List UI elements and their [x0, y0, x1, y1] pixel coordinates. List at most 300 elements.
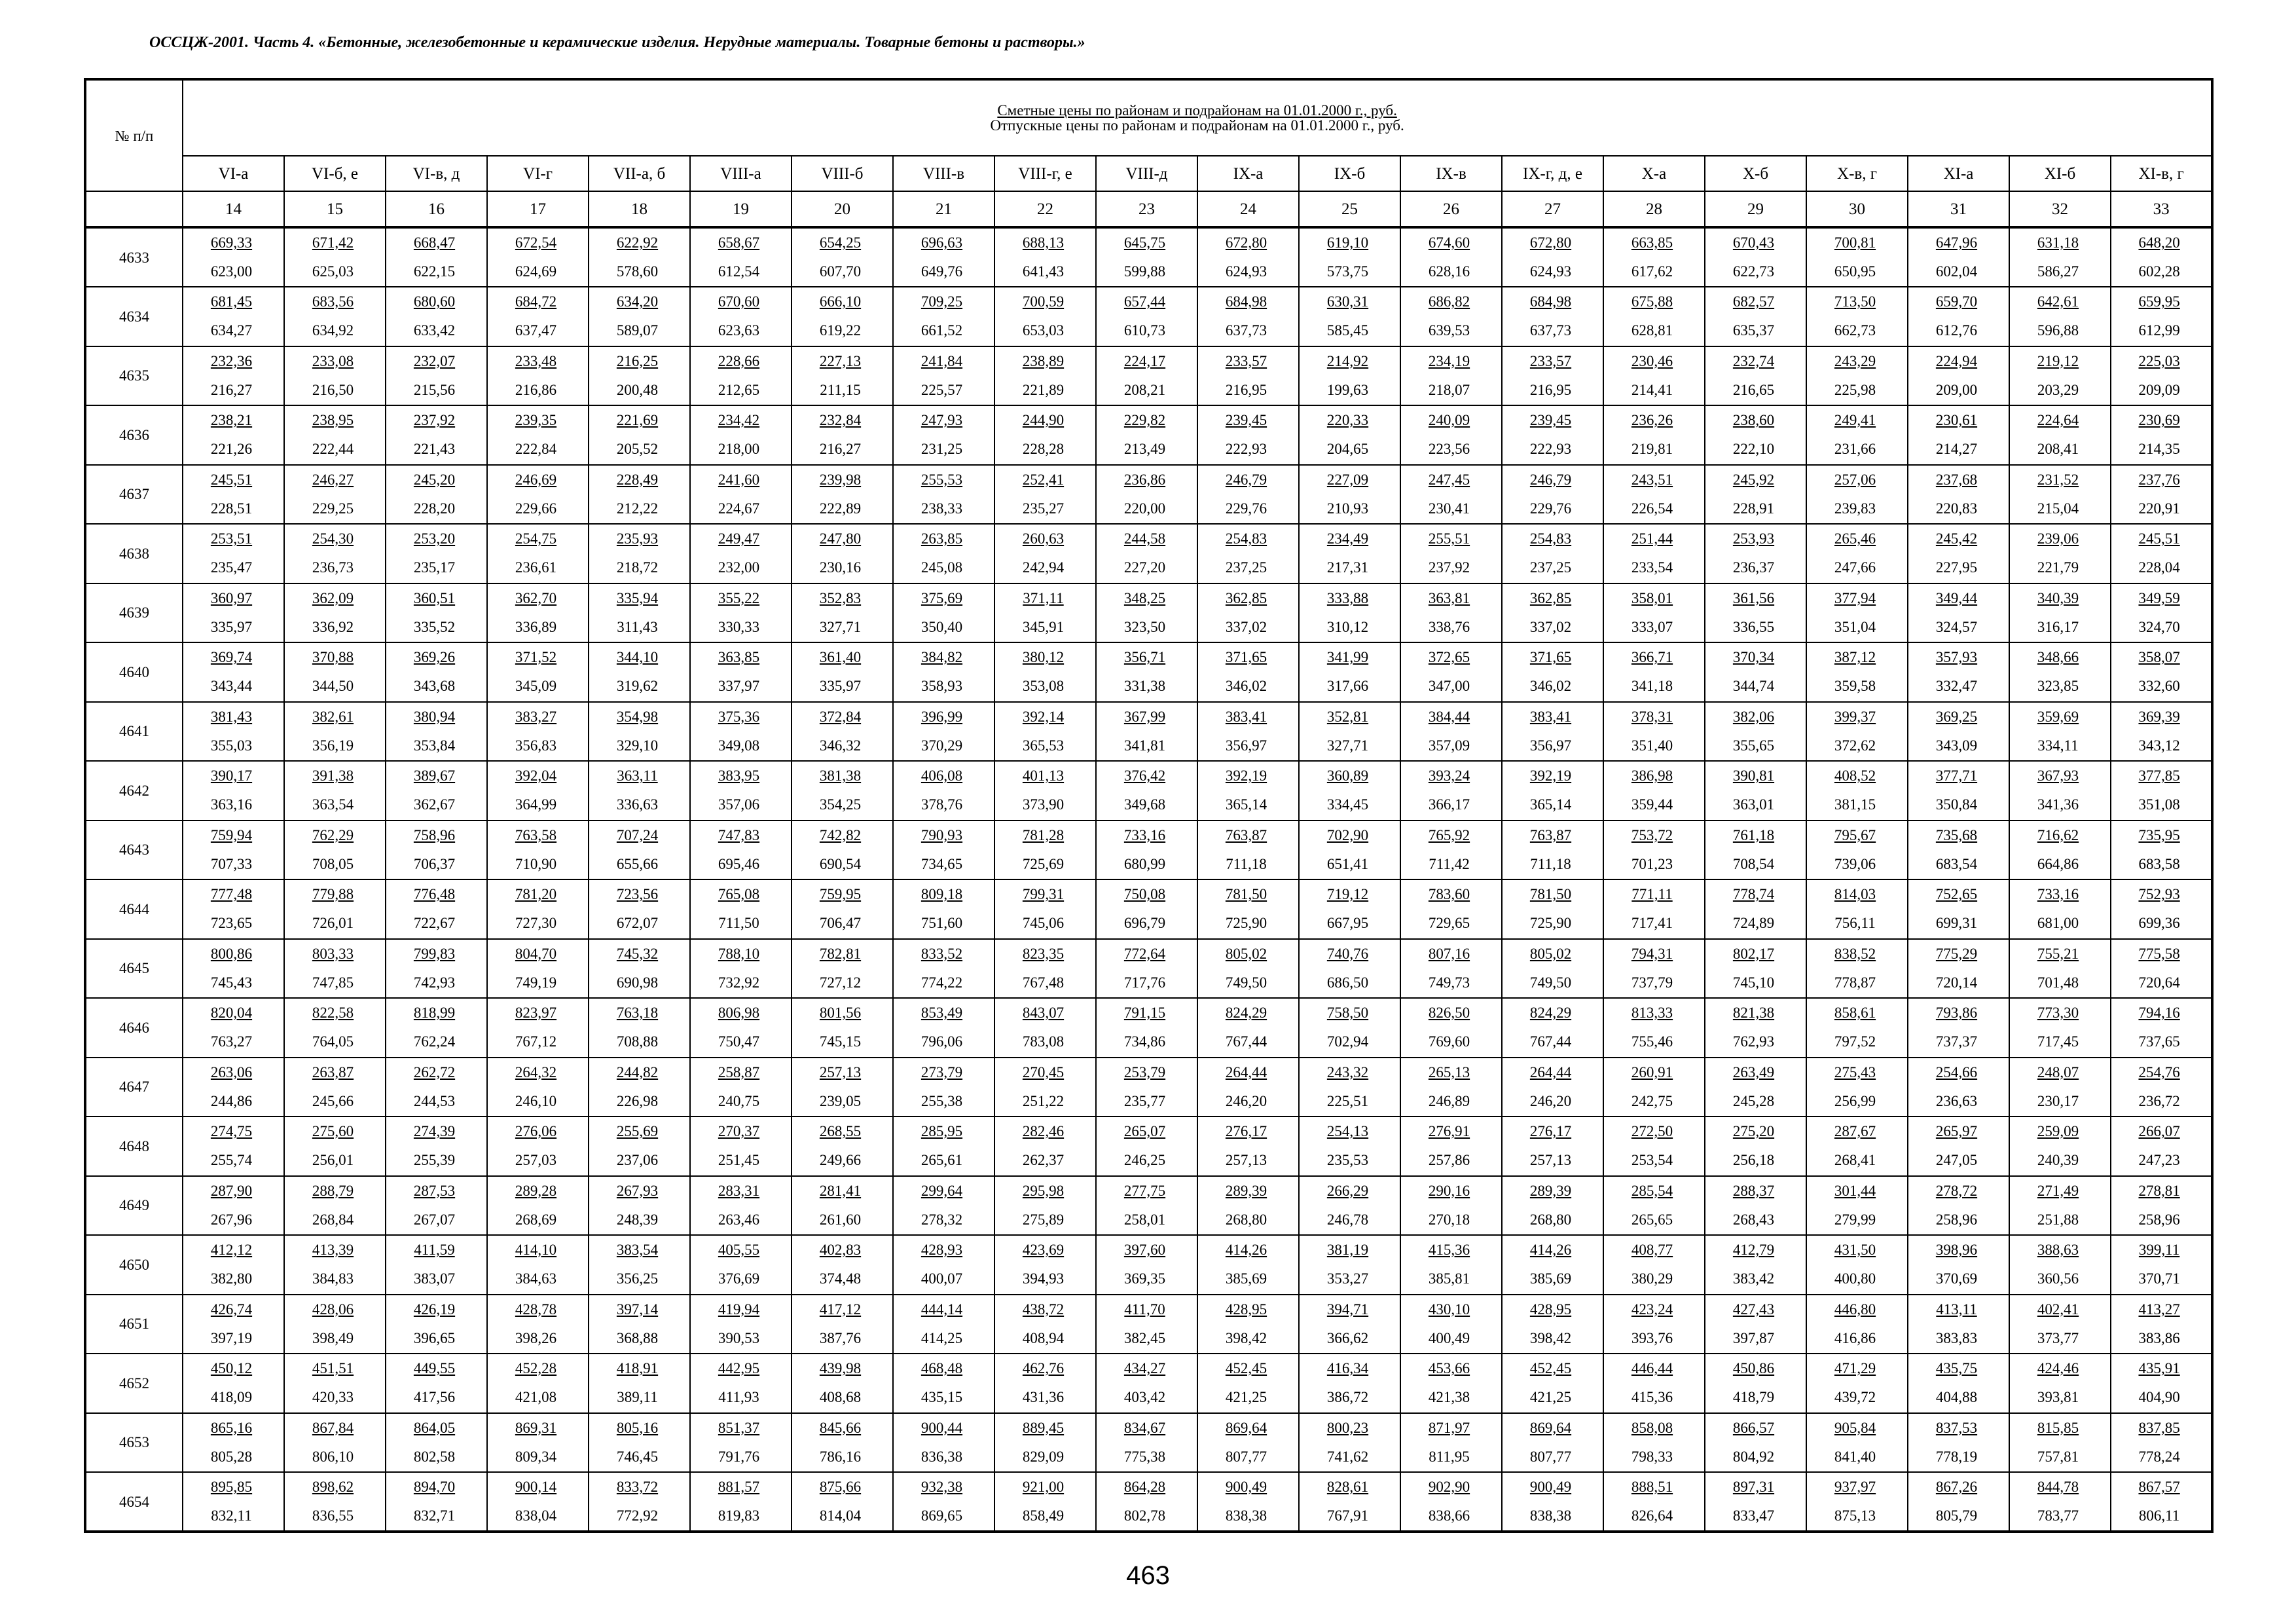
estimate-price: 417,12: [819, 1301, 862, 1318]
estimate-price: 864,05: [413, 1419, 456, 1436]
estimate-price: 648,20: [2138, 234, 2180, 251]
price-cell: [792, 1295, 893, 1354]
estimate-price: 435,91: [2138, 1360, 2180, 1377]
wholesale-price: 838,66: [1428, 1507, 1470, 1524]
price-cell: [487, 1413, 589, 1473]
price-cell: [284, 1354, 386, 1413]
wholesale-price: 268,41: [1834, 1152, 1876, 1169]
wholesale-price: 404,90: [2138, 1389, 2180, 1406]
price-cell: [1603, 702, 1705, 762]
price-cell: [1908, 761, 2009, 821]
column-number: 31: [1908, 191, 2009, 227]
estimate-price: 287,53: [413, 1182, 456, 1199]
wholesale-price: 378,76: [920, 796, 963, 813]
wholesale-price: 235,27: [1022, 500, 1065, 517]
estimate-price: 413,11: [1936, 1301, 1977, 1318]
price-cell: [2111, 405, 2212, 465]
estimate-price: 900,14: [515, 1479, 557, 1495]
price-cell: [1603, 465, 1705, 525]
wholesale-price: 329,10: [616, 737, 659, 754]
wholesale-price: 612,99: [2138, 322, 2180, 339]
price-cell: [1299, 287, 1400, 346]
wholesale-price: 764,05: [312, 1033, 354, 1050]
wholesale-price: 637,73: [1529, 322, 1572, 339]
wholesale-price: 341,81: [1123, 737, 1166, 754]
price-cell: [1502, 939, 1603, 999]
estimate-price: 276,17: [1529, 1123, 1572, 1140]
wholesale-price: 331,38: [1123, 678, 1166, 695]
wholesale-price: 711,50: [718, 915, 759, 932]
price-cell: [589, 465, 690, 525]
estimate-price: 244,82: [616, 1063, 659, 1080]
wholesale-price: 237,25: [1529, 559, 1572, 576]
price-cell: [792, 821, 893, 880]
estimate-price: 419,94: [718, 1301, 760, 1318]
prices-group-header: [183, 79, 2212, 156]
price-cell: [589, 939, 690, 999]
estimate-price: 867,57: [2138, 1479, 2180, 1495]
price-cell: [284, 642, 386, 702]
wholesale-price: 268,80: [1529, 1211, 1572, 1228]
wholesale-price: 246,20: [1225, 1092, 1267, 1109]
wholesale-price: 833,47: [1732, 1507, 1775, 1524]
estimate-price: 251,44: [1631, 530, 1673, 547]
estimate-price: 791,15: [1123, 1005, 1166, 1022]
estimate-price: 349,59: [2138, 589, 2180, 606]
price-cell: [1502, 998, 1603, 1058]
estimate-price: 253,79: [1123, 1063, 1166, 1080]
price-cell: [1705, 583, 1806, 643]
wholesale-price: 811,95: [1429, 1448, 1470, 1465]
estimate-price: 631,18: [2037, 234, 2079, 251]
price-cell: [1096, 1116, 1197, 1176]
estimate-price: 898,62: [312, 1479, 354, 1495]
estimate-price: 781,50: [1225, 886, 1267, 903]
estimate-price: 634,20: [616, 293, 659, 310]
wholesale-price: 228,28: [1022, 441, 1065, 458]
wholesale-price: 341,18: [1631, 678, 1673, 695]
price-cell: [1400, 821, 1502, 880]
wholesale-price: 734,86: [1123, 1033, 1166, 1050]
row-number: 4642: [85, 761, 183, 821]
wholesale-price: 345,09: [515, 678, 557, 695]
price-cell: [994, 287, 1096, 346]
price-cell: [1299, 642, 1400, 702]
price-cell: [2111, 1058, 2212, 1117]
wholesale-price: 268,69: [515, 1211, 557, 1228]
wholesale-price: 237,06: [616, 1152, 659, 1169]
wholesale-price: 720,14: [1935, 974, 1978, 991]
estimate-price: 686,82: [1428, 293, 1470, 310]
wholesale-price: 333,07: [1631, 618, 1673, 635]
estimate-price: 682,57: [1732, 293, 1775, 310]
wholesale-price: 783,77: [2037, 1507, 2079, 1524]
wholesale-price: 218,07: [1428, 381, 1470, 398]
price-cell: [1806, 1413, 1908, 1473]
wholesale-price: 366,62: [1326, 1329, 1369, 1346]
estimate-price: 369,26: [413, 649, 456, 666]
price-cell: [1603, 642, 1705, 702]
wholesale-price: 221,26: [210, 441, 253, 458]
estimate-price: 782,81: [819, 945, 862, 962]
wholesale-price: 690,54: [819, 855, 862, 872]
price-cell: [1096, 1058, 1197, 1117]
wholesale-price: 747,85: [312, 974, 354, 991]
price-cell: [994, 1058, 1096, 1117]
row-number: 4636: [85, 405, 183, 465]
price-cell: [487, 1295, 589, 1354]
wholesale-price: 324,57: [1935, 618, 1978, 635]
wholesale-price: 268,84: [312, 1211, 354, 1228]
price-cell: [792, 405, 893, 465]
wholesale-price: 639,53: [1428, 322, 1470, 339]
estimate-price: 257,06: [1834, 471, 1876, 488]
estimate-price: 275,20: [1732, 1123, 1775, 1140]
wholesale-price: 222,10: [1732, 441, 1775, 458]
price-cell: [893, 821, 994, 880]
estimate-price: 390,17: [210, 767, 253, 784]
region-header: VIII-б: [792, 156, 893, 191]
estimate-price: 341,99: [1326, 649, 1369, 666]
price-cell: [1299, 1295, 1400, 1354]
price-cell: [1502, 1235, 1603, 1295]
wholesale-price: 769,60: [1428, 1033, 1470, 1050]
wholesale-price: 359,44: [1631, 796, 1673, 813]
wholesale-price: 209,09: [2138, 381, 2180, 398]
wholesale-price: 393,76: [1631, 1329, 1673, 1346]
wholesale-price: 222,84: [515, 441, 557, 458]
estimate-price: 471,29: [1834, 1360, 1876, 1377]
estimate-price: 255,69: [616, 1123, 659, 1140]
estimate-price: 762,29: [312, 826, 354, 843]
estimate-price: 263,49: [1732, 1063, 1775, 1080]
price-cell: [284, 1235, 386, 1295]
wholesale-price: 655,66: [616, 855, 659, 872]
wholesale-price: 216,50: [312, 381, 354, 398]
row-number: 4647: [85, 1058, 183, 1117]
estimate-price: 864,28: [1123, 1479, 1166, 1495]
wholesale-price: 257,13: [1529, 1152, 1572, 1169]
price-cell: [792, 1413, 893, 1473]
price-cell: [183, 287, 284, 346]
estimate-price: 763,18: [616, 1005, 659, 1022]
estimate-price: 453,66: [1428, 1360, 1470, 1377]
estimate-price: 763,58: [515, 826, 557, 843]
price-cell: [386, 227, 487, 287]
estimate-price: 272,50: [1631, 1123, 1673, 1140]
price-cell: [893, 1058, 994, 1117]
estimate-price: 232,84: [819, 412, 862, 429]
price-cell: [1908, 939, 2009, 999]
estimate-price: 805,16: [616, 1419, 659, 1436]
price-cell: [792, 1058, 893, 1117]
price-cell: [792, 287, 893, 346]
price-cell: [487, 465, 589, 525]
wholesale-price: 335,52: [413, 618, 456, 635]
price-cell: [1299, 583, 1400, 643]
price-cell: [1705, 939, 1806, 999]
price-cell: [2111, 583, 2212, 643]
estimate-price: 658,67: [718, 234, 760, 251]
estimate-price: 358,01: [1631, 589, 1673, 606]
estimate-price: 360,51: [413, 589, 456, 606]
wholesale-price: 385,81: [1428, 1270, 1470, 1287]
price-cell: [183, 1058, 284, 1117]
wholesale-price: 397,19: [210, 1329, 253, 1346]
estimate-price: 799,31: [1022, 886, 1065, 903]
estimate-price: 246,79: [1529, 471, 1572, 488]
column-number: 17: [487, 191, 589, 227]
price-cell: [589, 1235, 690, 1295]
price-cell: [1908, 1116, 2009, 1176]
region-header: XI-а: [1908, 156, 2009, 191]
price-cell: [1299, 1413, 1400, 1473]
estimate-price: 255,53: [920, 471, 963, 488]
wholesale-price: 602,28: [2138, 263, 2180, 280]
wholesale-price: 344,50: [312, 678, 354, 695]
estimate-price: 285,95: [920, 1123, 963, 1140]
wholesale-price: 634,92: [312, 322, 354, 339]
estimate-price: 232,74: [1732, 352, 1775, 369]
wholesale-price: 767,44: [1529, 1033, 1572, 1050]
wholesale-price: 683,58: [2138, 855, 2180, 872]
estimate-price: 684,72: [515, 293, 557, 310]
price-cell: [183, 1354, 284, 1413]
wholesale-price: 335,97: [819, 678, 862, 695]
wholesale-price: 737,37: [1935, 1033, 1978, 1050]
price-cell: [1400, 702, 1502, 762]
estimate-price: 352,81: [1326, 708, 1369, 725]
row-number: 4652: [85, 1354, 183, 1413]
wholesale-price: 737,65: [2138, 1033, 2180, 1050]
estimate-price: 818,99: [413, 1005, 456, 1022]
estimate-price: 249,47: [718, 530, 760, 547]
wholesale-price: 240,39: [2037, 1152, 2079, 1169]
price-cell: [1806, 346, 1908, 406]
estimate-price: 415,36: [1428, 1242, 1470, 1259]
price-cell: [792, 761, 893, 821]
estimate-price: 274,75: [210, 1123, 253, 1140]
wholesale-price: 235,17: [413, 559, 456, 576]
wholesale-price: 257,86: [1428, 1152, 1470, 1169]
wholesale-price: 762,93: [1732, 1033, 1775, 1050]
wholesale-price: 364,99: [515, 796, 557, 813]
column-number: 28: [1603, 191, 1705, 227]
estimate-price: 773,30: [2037, 1005, 2079, 1022]
wholesale-price: 208,21: [1123, 381, 1166, 398]
wholesale-price: 219,81: [1631, 441, 1673, 458]
wholesale-price: 380,29: [1631, 1270, 1673, 1287]
estimate-price: 299,64: [920, 1182, 963, 1199]
estimate-price: 716,62: [2037, 826, 2079, 843]
estimate-price: 371,11: [1023, 589, 1064, 606]
price-cell: [284, 821, 386, 880]
wholesale-price: 672,07: [616, 915, 659, 932]
region-header: VI-г: [487, 156, 589, 191]
price-cell: [487, 1354, 589, 1413]
price-cell: [1299, 761, 1400, 821]
price-cell: [2009, 1354, 2111, 1413]
price-cell: [690, 583, 792, 643]
price-cell: [1096, 998, 1197, 1058]
estimate-price: 681,45: [210, 293, 253, 310]
estimate-price: 428,95: [1529, 1301, 1572, 1318]
price-cell: [994, 642, 1096, 702]
table-row: [85, 761, 2212, 821]
region-header: VII-а, б: [589, 156, 690, 191]
price-cell: [1806, 405, 1908, 465]
price-cell: [1502, 1058, 1603, 1117]
price-cell: [893, 1354, 994, 1413]
estimate-price: 357,93: [1935, 649, 1978, 666]
estimate-price: 800,86: [210, 945, 253, 962]
estimate-price: 232,07: [413, 352, 456, 369]
estimate-price: 378,31: [1631, 708, 1673, 725]
price-cell: [1400, 1235, 1502, 1295]
table-row: [85, 524, 2212, 583]
price-cell: [1705, 346, 1806, 406]
estimate-price: 814,03: [1834, 886, 1876, 903]
region-header-row: [85, 156, 2212, 191]
wholesale-price: 267,07: [413, 1211, 456, 1228]
price-cell: [1400, 879, 1502, 939]
region-header: IX-б: [1299, 156, 1400, 191]
wholesale-price: 323,85: [2037, 678, 2079, 695]
wholesale-price: 386,72: [1326, 1389, 1369, 1406]
estimate-price: 776,48: [413, 886, 456, 903]
estimate-price: 761,18: [1732, 826, 1775, 843]
estimate-price: 759,94: [210, 826, 253, 843]
price-cell: [487, 583, 589, 643]
wholesale-price: 421,38: [1428, 1389, 1470, 1406]
wholesale-price: 384,63: [515, 1270, 557, 1287]
estimate-price: 435,75: [1935, 1360, 1978, 1377]
price-cell: [1502, 642, 1603, 702]
estimate-price: 700,81: [1834, 234, 1876, 251]
wholesale-price: 585,45: [1326, 322, 1369, 339]
wholesale-price: 245,08: [920, 559, 963, 576]
estimate-price: 259,09: [2037, 1123, 2079, 1140]
wholesale-price: 229,76: [1225, 500, 1267, 517]
price-cell: [1096, 465, 1197, 525]
row-number: 4635: [85, 346, 183, 406]
wholesale-price: 236,73: [312, 559, 354, 576]
row-number: 4650: [85, 1235, 183, 1295]
region-header: IX-а: [1197, 156, 1299, 191]
estimate-price: 875,66: [819, 1479, 862, 1495]
estimate-price: 392,19: [1529, 767, 1572, 784]
price-cell: [1908, 879, 2009, 939]
price-cell: [1197, 1116, 1299, 1176]
estimate-price: 428,95: [1225, 1301, 1267, 1318]
wholesale-price: 767,12: [515, 1033, 557, 1050]
wholesale-price: 726,01: [312, 915, 354, 932]
price-cell: [1603, 1116, 1705, 1176]
estimate-price: 449,55: [413, 1360, 456, 1377]
wholesale-price: 220,00: [1123, 500, 1166, 517]
price-cell: [284, 287, 386, 346]
wholesale-price: 374,48: [819, 1270, 862, 1287]
price-cell: [1197, 702, 1299, 762]
estimate-price: 377,85: [2138, 767, 2180, 784]
price-cell: [183, 1176, 284, 1236]
price-cell: [1603, 405, 1705, 465]
estimate-price: 358,07: [2138, 649, 2180, 666]
price-cell: [893, 1235, 994, 1295]
price-cell: [1908, 1058, 2009, 1117]
price-cell: [1705, 405, 1806, 465]
estimate-price: 851,37: [718, 1419, 760, 1436]
wholesale-price: 222,93: [1225, 441, 1267, 458]
price-cell: [183, 465, 284, 525]
estimate-price: 245,51: [2138, 530, 2180, 547]
estimate-price: 375,69: [920, 589, 963, 606]
estimate-price: 822,58: [312, 1005, 354, 1022]
wholesale-price: 242,94: [1022, 559, 1065, 576]
wholesale-price: 421,25: [1529, 1389, 1572, 1406]
wholesale-price: 365,53: [1022, 737, 1065, 754]
estimate-price: 356,71: [1123, 649, 1166, 666]
price-cell: [1806, 1295, 1908, 1354]
wholesale-price: 778,87: [1834, 974, 1876, 991]
wholesale-price: 397,87: [1732, 1329, 1775, 1346]
estimate-price: 270,37: [718, 1123, 760, 1140]
wholesale-price: 742,93: [413, 974, 456, 991]
price-cell: [2009, 879, 2111, 939]
wholesale-price: 336,89: [515, 618, 557, 635]
estimate-price: 238,95: [312, 412, 354, 429]
wholesale-price: 229,25: [312, 500, 354, 517]
estimate-price: 224,94: [1935, 352, 1978, 369]
wholesale-price: 366,17: [1428, 796, 1470, 813]
price-cell: [994, 465, 1096, 525]
price-cell: [1400, 465, 1502, 525]
wholesale-price: 622,73: [1732, 263, 1775, 280]
wholesale-price: 227,95: [1935, 559, 1978, 576]
price-cell: [1603, 939, 1705, 999]
wholesale-price: 806,11: [2138, 1507, 2180, 1524]
wholesale-price: 778,24: [2138, 1448, 2180, 1465]
wholesale-price: 204,65: [1326, 441, 1369, 458]
wholesale-price: 222,44: [312, 441, 354, 458]
wholesale-price: 316,17: [2037, 618, 2079, 635]
price-cell: [893, 998, 994, 1058]
table-row: [85, 879, 2212, 939]
estimate-price: 416,34: [1326, 1360, 1369, 1377]
price-cell: [893, 1295, 994, 1354]
price-cell: [487, 1235, 589, 1295]
region-header: VIII-д: [1096, 156, 1197, 191]
price-cell: [690, 524, 792, 583]
estimate-price: 733,16: [2037, 886, 2079, 903]
estimate-price: 424,46: [2037, 1360, 2079, 1377]
estimate-price: 396,99: [920, 708, 963, 725]
wholesale-price: 213,49: [1123, 441, 1166, 458]
estimate-price: 271,49: [2037, 1182, 2079, 1199]
price-cell: [284, 405, 386, 465]
wholesale-price: 356,97: [1529, 737, 1572, 754]
price-cell: [1908, 465, 2009, 525]
row-number: 4654: [85, 1472, 183, 1532]
estimate-price: 383,41: [1225, 708, 1267, 725]
wholesale-price: 756,11: [1834, 915, 1876, 932]
estimate-price: 354,98: [616, 708, 659, 725]
estimate-price: 801,56: [819, 1005, 862, 1022]
wholesale-price: 265,61: [920, 1152, 963, 1169]
price-cell: [1705, 1413, 1806, 1473]
price-cell: [1400, 761, 1502, 821]
price-cell: [1502, 1116, 1603, 1176]
